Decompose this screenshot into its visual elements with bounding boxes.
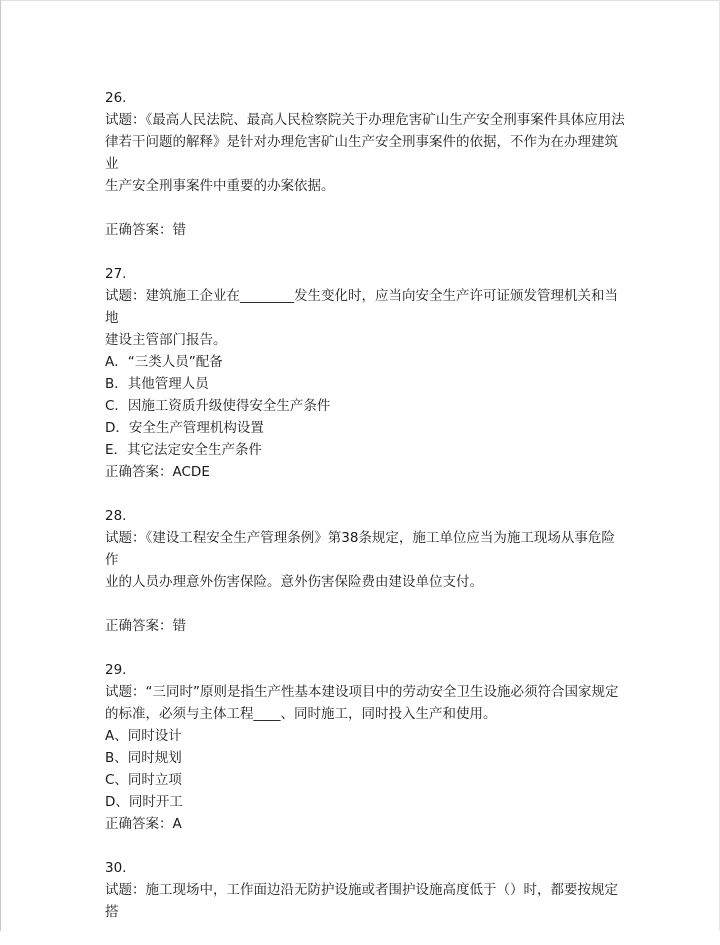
correct-answer: 正确答案：错 — [105, 222, 186, 238]
blank-gap — [105, 593, 625, 615]
blank-gap — [105, 197, 625, 219]
question-text-line: 试题：施工现场中，工作面边沿无防护设施或者围护设施高度低于（）时，都要按规定搭 — [105, 882, 618, 920]
option-d: D、同时开工 — [105, 794, 183, 810]
question-30 — [105, 857, 625, 923]
question-text-line: 的标准，必须与主体工程____、同时施工，同时投入生产和使用。 — [105, 706, 497, 722]
question-number: 29. — [105, 662, 127, 678]
question-29 — [105, 659, 625, 835]
option-c: C．因施工资质升级使得安全生产条件 — [105, 398, 331, 414]
question-text-line: 生产安全刑事案件中重要的办案依据。 — [105, 178, 335, 194]
question-text-line: 试题：《建设工程安全生产管理条例》第38条规定，施工单位应当为施工现场从事危险作 — [105, 530, 615, 568]
option-a: A、同时设计 — [105, 728, 182, 744]
option-d: D．安全生产管理机构设置 — [105, 420, 264, 436]
correct-answer: 正确答案：ACDE — [105, 464, 210, 480]
question-26 — [105, 87, 625, 241]
question-text-line: 业的人员办理意外伤害保险。意外伤害保险费由建设单位支付。 — [105, 574, 483, 590]
question-28 — [105, 505, 625, 637]
question-text-line: 试题：“三同时”原则是指生产性基本建设项目中的劳动安全卫生设施必须符合国家规定 — [105, 684, 619, 700]
question-number: 30. — [105, 860, 127, 876]
question-list — [105, 87, 625, 945]
option-b: B、同时规划 — [105, 750, 182, 766]
question-text-line: 建设主管部门报告。 — [105, 332, 227, 348]
question-text-line: 律若干问题的解释》是针对办理危害矿山生产安全刑事案件的依据，不作为在办理建筑业 — [105, 134, 618, 172]
option-e: E．其它法定安全生产条件 — [105, 442, 263, 458]
question-text-line: 试题：《最高人民法院、最高人民检察院关于办理危害矿山生产安全刑事案件具体应用法 — [105, 112, 625, 128]
question-number: 27. — [105, 266, 127, 282]
option-b: B．其他管理人员 — [105, 376, 209, 392]
question-27 — [105, 263, 625, 483]
correct-answer: 正确答案：A — [105, 816, 182, 832]
option-c: C、同时立项 — [105, 772, 182, 788]
question-number: 26. — [105, 90, 127, 106]
question-number: 28. — [105, 508, 127, 524]
question-text-line: 试题：建筑施工企业在________发生变化时，应当向安全生产许可证颁发管理机关和当地 — [105, 288, 618, 326]
correct-answer: 正确答案：错 — [105, 618, 186, 634]
option-a: A．“三类人员”配备 — [105, 354, 223, 370]
